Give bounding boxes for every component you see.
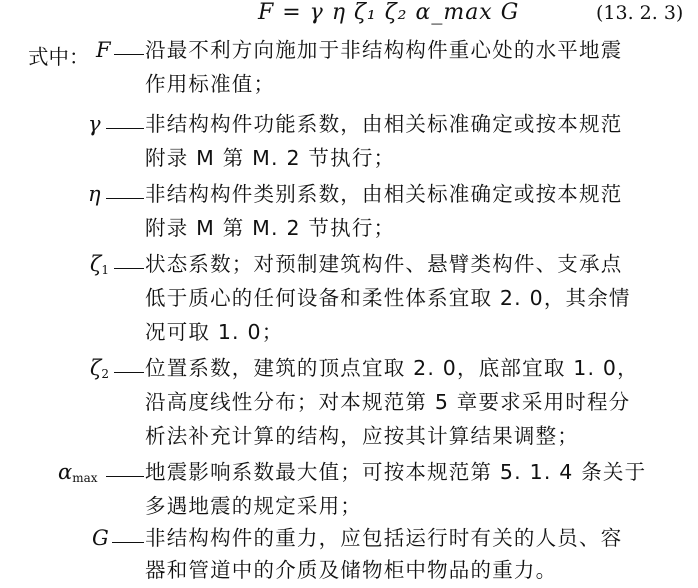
definition-text-line: 况可取 1. 0； bbox=[145, 320, 284, 344]
symbol-subscript: max bbox=[72, 471, 98, 485]
symbol-subscript: 2 bbox=[101, 367, 110, 381]
definition-text-line: 附录 M 第 M. 2 节执行； bbox=[145, 146, 396, 170]
definition-dash bbox=[112, 542, 144, 543]
definition-symbol: γ bbox=[88, 112, 101, 136]
definition-text-line: 器和管道中的介质及储物柜中物品的重力。 bbox=[145, 558, 558, 582]
definition-text-line: 非结构构件的重力，应包括运行时有关的人员、容 bbox=[145, 526, 623, 550]
definition-text-line: 地震影响系数最大值；可按本规范第 5. 1. 4 条关于 bbox=[145, 460, 647, 484]
definition-dash bbox=[114, 372, 144, 373]
definition-text-line: 作用标准值； bbox=[145, 72, 276, 96]
definition-dash bbox=[106, 128, 144, 129]
definition-text-line: 沿高度线性分布；对本规范第 5 章要求采用时程分 bbox=[145, 390, 631, 414]
definition-symbol: G bbox=[92, 526, 109, 550]
definition-text-line: 沿最不利方向施加于非结构构件重心处的水平地震 bbox=[145, 38, 623, 62]
definition-dash bbox=[106, 476, 144, 477]
definition-symbol bbox=[90, 356, 109, 381]
definition-text-line: 非结构构件功能系数，由相关标准确定或按本规范 bbox=[145, 112, 623, 136]
definition-text-line: 多遇地震的规定采用； bbox=[145, 494, 362, 518]
definition-dash bbox=[114, 268, 144, 269]
definition-dash bbox=[106, 198, 144, 199]
definition-text-line: 低于质心的任何设备和柔性体系宜取 2. 0，其余情 bbox=[145, 286, 631, 310]
symbol-base: ζ bbox=[90, 356, 102, 380]
definition-symbol: F bbox=[96, 38, 111, 62]
symbol-subscript: 1 bbox=[101, 263, 110, 277]
definition-text-line: 析法补充计算的结构，应按其计算结果调整； bbox=[145, 424, 579, 448]
definition-symbol bbox=[58, 460, 98, 485]
definition-text-line: 附录 M 第 M. 2 节执行； bbox=[145, 216, 396, 240]
equation-number: (13. 2. 3) bbox=[596, 2, 684, 24]
definition-text-line: 非结构构件类别系数，由相关标准确定或按本规范 bbox=[145, 182, 623, 206]
formula-line bbox=[0, 0, 698, 28]
symbol-base: ζ bbox=[90, 252, 102, 276]
where-label: 式中： bbox=[28, 45, 90, 69]
definition-text-line: 状态系数；对预制建筑构件、悬臂类构件、支承点 bbox=[145, 252, 623, 276]
definition-text-line: 位置系数，建筑的顶点宜取 2. 0，底部宜取 1. 0， bbox=[145, 356, 639, 380]
definition-symbol bbox=[90, 252, 109, 277]
definition-symbol: η bbox=[88, 182, 101, 206]
definition-dash bbox=[114, 54, 144, 55]
symbol-base: α bbox=[58, 460, 73, 484]
formula: F = γ η ζ₁ ζ₂ α_max G bbox=[258, 0, 520, 25]
